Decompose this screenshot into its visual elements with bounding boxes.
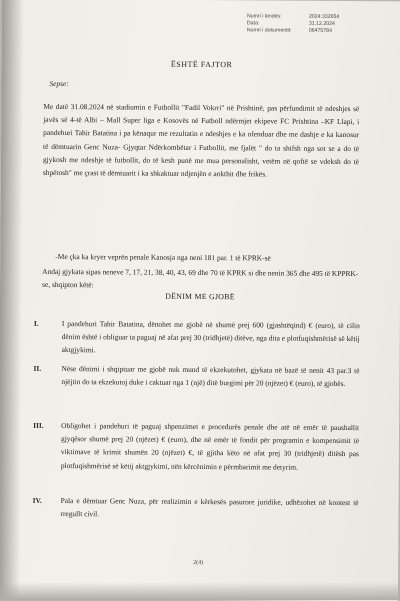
item-number: III.: [33, 419, 61, 472]
meta-label: Numri i dokumentit:: [247, 27, 309, 34]
meta-value: 31.12.2024: [309, 21, 335, 28]
item-text: Obligohet i pandehuri të paguaj shpenzimet e procedurës penale dhe atë në emër të paushallit gjyqësor shumë prej 20 (njëzet) € (euro), dhe në emër të fondit për programin e kompensimit të viktimave të krimit shumën 20 (njëzet) €, të gjitha këto në afat prej 30 (tridhjetë) ditësh pas plotfuqishmërisë së këtij aktgjykimi, nën kërcënimin e përmbarimit me detyrim.: [61, 419, 359, 474]
meta-value: 2024:332654: [309, 14, 339, 21]
meta-label: Numri i lëndës:: [247, 13, 309, 20]
verdict-title: ËSHTË FAJTOR: [2, 59, 400, 71]
meta-label: Data:: [247, 20, 309, 27]
item-text: I pandehuri Tahir Batatina, dënohet me gjobë në shumë prej 600 (gjashtëqind) € (euro), të cilin dënim është i obliguar ta paguaj në afat prej 30 (tridhjetë) ditëve, nga dita e plotfuqishmërisë së këtij aktgjykimi.: [62, 317, 360, 359]
meta-value: 06475784: [309, 28, 332, 35]
sentence-item: [32, 494, 358, 523]
item-number: I.: [34, 317, 62, 357]
because-label: Sepse:: [49, 77, 68, 90]
page-number: 2(4): [0, 559, 398, 568]
page-bottom-shadow: [0, 582, 400, 600]
meta-row-document-number: [247, 27, 387, 35]
case-metadata: [247, 13, 387, 35]
item-text: Pala e dëmtuar Genc Nuza, për realizimin e kërkesës pasurore juridike, udhëzohet në kontest të rregullt civil.: [60, 494, 358, 522]
item-text: Nëse dënimi i shqiptuar me gjobë nuk mund të ekzekutohet, gjykata në bazë të nenit 43 par.3 të njëjtin do ta ekzekutoj duke i caktuar nga 1 (një) ditë burgimi për 20 (njëzet) € (euro), të gjobës.: [61, 362, 359, 390]
legal-basis-paragraph: Andaj gjykata sipas neneve 7, 17, 21, 38, 40, 43, 69 dhe 70 të KPRK si dhe nenin 365 dhe 495 të KPPRK-se, shqipton këtë:: [42, 265, 358, 294]
facts-paragraph: Me datë 31.08.2024 në stadiumin e Futbollit "Fadil Vokrri" në Prishtinë, pas përfundimit të ndeshjes së javës së 4-të Albi – Mall Super liga e Kosovës në Futboll ndërmjet ekipeve FC Prishtina –KF Llapi, i pandehuri Tahir Batatina i pa kënaqur me rezultatin e ndeshjes e ka ofenduar dhe me dashje e ka kanosur të dëmtuarin Genc Nuza- Gjyqtar Ndërkombëtar i Futbollit, me fjalët " do ta shifsh nga sot se a do të gjykosh me ndeshje të futbollit, do të kesh punë me mua personalisht, vetëm në qoftë se vdeksh do të shpëtosh" me çrast të dëmtuarit i ka shkaktuar ndjenjën e ankthit dhe frikës.: [43, 100, 360, 181]
sentence-item: [33, 419, 359, 474]
item-number: II.: [33, 362, 61, 389]
sentence-heading: DËNIM ME GJOBË: [0, 291, 400, 303]
offense-paragraph: -Me çka ka kryer veprën penale Kanosja nga neni 181 par. 1 të KPRK-së: [55, 250, 355, 265]
sentence-item: [34, 317, 360, 359]
sentence-item: [33, 362, 359, 391]
item-number: IV.: [32, 494, 60, 521]
